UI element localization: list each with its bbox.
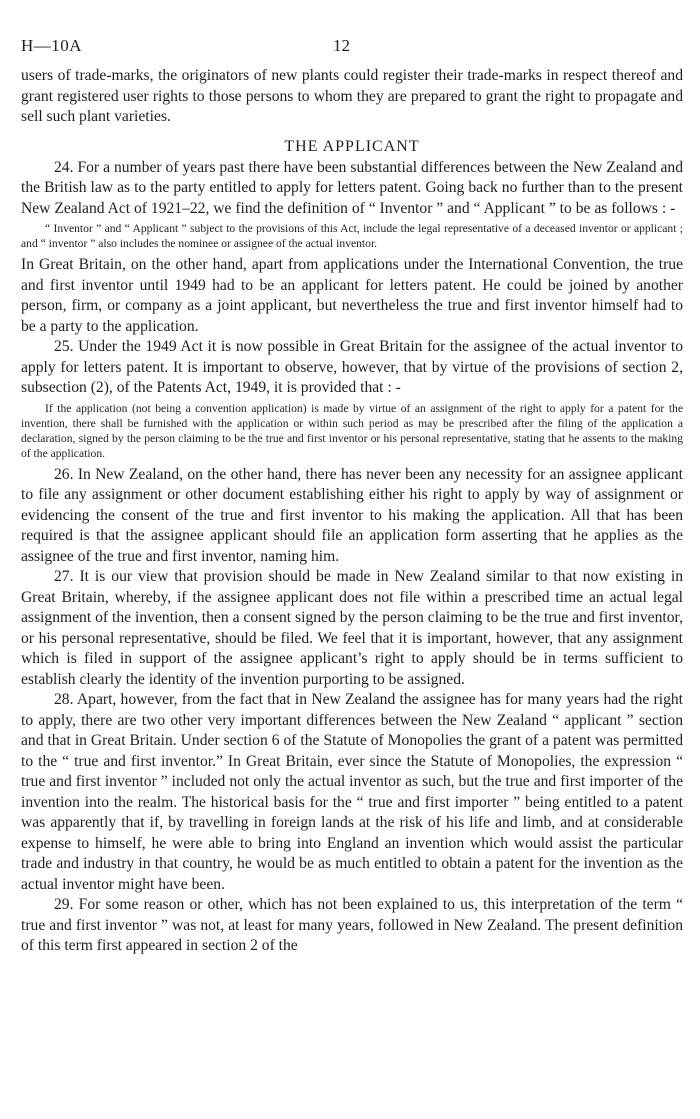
paragraph-continuation: users of trade-marks, the originators of new plants could register their trade-marks in respect thereof and grant registered user rights to those persons to whom they are prepared to grant the right to propagate and sell such plant varieties. <box>21 67 683 125</box>
paragraph-24: 24. For a number of years past there have been substantial differences between the New Zealand and the British law as to the party entitled to apply for letters patent. Going back no further than to the present New Zealand Act of 1921–22, we find the definition of “ Inventor ” and “ Applicant ” to be as follows : - <box>21 158 683 217</box>
document-reference: H—10A <box>21 36 83 55</box>
paragraph-25: 25. Under the 1949 Act it is now possible in Great Britain for the assignee of the actual inventor to apply for letters patent. It is important to observe, however, that by virtue of the provisions of section 2, subsection (2), of the Patents Act, 1949, it is provided that : - <box>21 338 683 396</box>
paragraph-24-continued: In Great Britain, on the other hand, apart from applications under the International Convention, the true and first inventor until 1949 had to be an applicant for letters patent. He could be joined by another person, firm, or company as a joint applicant, but nevertheless the true and first inventor himself had to be a party to the application. <box>21 256 683 335</box>
quotation-definition: “ Inventor ” and “ Applicant ” subject to the provisions of this Act, include the legal representative of a deceased inventor or applicant ; and “ inventor ” also includes the nominee or assignee of the actual inventor. <box>21 222 683 250</box>
paragraph-28: 28. Apart, however, from the fact that in New Zealand the assignee has for many years had the right to apply, there are two other very important differences between the New Zealand “ applicant ” section and that in Great Britain. Under section 6 of the Statute of Monopolies the grant of a patent was permitted to the “ true and first inventor.” In Great Britain, ever since the Statute of Monopolies, the expression “ true and first inventor ” included not only the actual inventor as such, but the true and first importer of the invention into the realm. The historical basis for the “ true and first importer ” being entitled to a patent was apparently that if, by travelling in foreign lands at the risk of his life and limb, and at considerable expense to himself, he were able to bring into England an invention which would assist the particular trade and industry in that country, he would be as much entitled to obtain a patent for the invention as the actual inventor might have been. <box>21 691 683 893</box>
section-heading: THE APPLICANT <box>284 137 420 155</box>
paragraph-26: 26. In New Zealand, on the other hand, there has never been any necessity for an assignee applicant to file any assignment or other document establishing either his right to apply by way of assignment or evidencing the consent of the true and first inventor to his making the application. All that has been required is that the assignee applicant should file an application form asserting that he applies as the assignee of the true and first inventor, naming him. <box>21 465 683 565</box>
paragraph-29: 29. For some reason or other, which has not been explained to us, this interpretation of the term “ true and first inventor ” was not, at least for many years, followed in New Zealand. The present definition of this term first appeared in section 2 of the <box>21 896 683 954</box>
page-number: 12 <box>333 36 350 55</box>
page-header <box>21 36 683 62</box>
document-page <box>21 36 683 957</box>
quotation-patents-act: If the application (not being a convention application) is made by virtue of an assignment of the right to apply for a patent for the invention, there shall be furnished with the application or within such period as may be prescribed after the filing of the application a declaration, signed by the person claiming to be the true and first inventor or his personal representative, stating that he assents to the making of the application. <box>21 401 683 460</box>
paragraph-27: 27. It is our view that provision should be made in New Zealand similar to that now existing in Great Britain, whereby, if the assignee applicant does not file within a prescribed time an actual legal assignment of the invention, then a consent signed by the person claiming to be the true and first inventor, or his personal representative, should be filed. We feel that it is important, however, that any assignment which is filed in support of the assignee applicant’s right to apply should be in terms sufficient to establish clearly the identity of the invention purporting to be assigned. <box>21 568 683 688</box>
